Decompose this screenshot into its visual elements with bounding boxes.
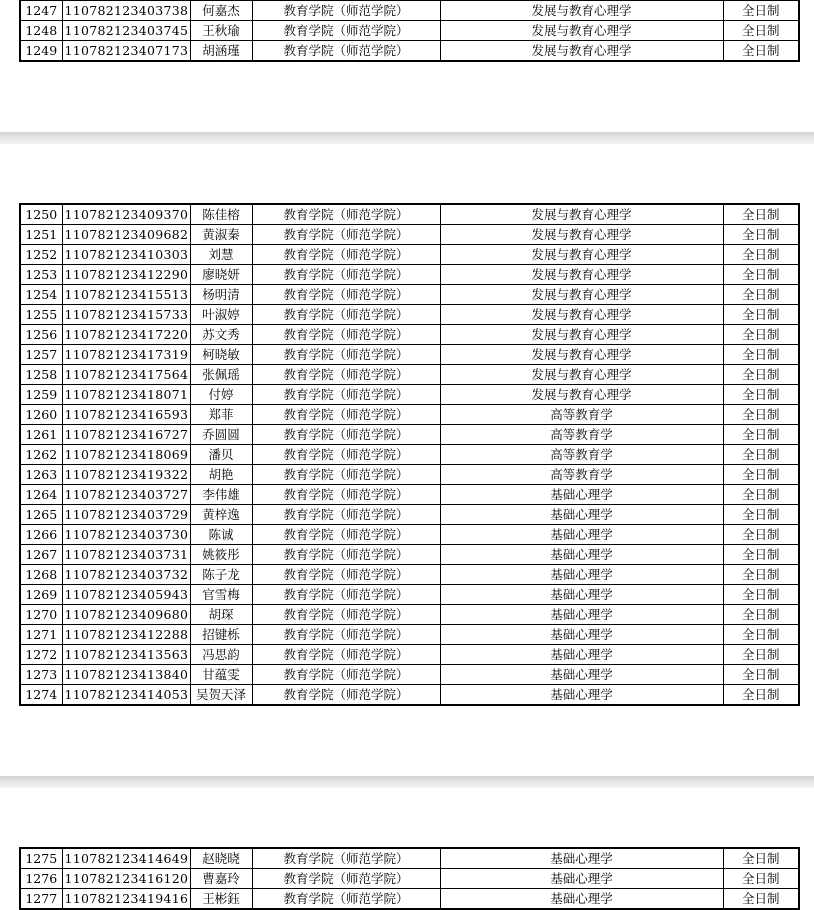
exam-id-cell: 110782123403729	[62, 505, 190, 525]
study-mode-cell: 全日制	[723, 889, 799, 910]
seq-no-cell: 1260	[20, 405, 62, 425]
seq-no-cell: 1264	[20, 485, 62, 505]
seq-no-cell: 1269	[20, 585, 62, 605]
college-cell: 教育学院（师范学院）	[252, 525, 440, 545]
study-mode-cell: 全日制	[723, 605, 799, 625]
study-mode-cell: 全日制	[723, 365, 799, 385]
table-row	[20, 585, 799, 605]
study-mode-cell: 全日制	[723, 245, 799, 265]
major-cell: 发展与教育心理学	[440, 225, 723, 245]
student-name-cell: 何嘉杰	[190, 0, 252, 21]
college-cell: 教育学院（师范学院）	[252, 21, 440, 41]
college-cell: 教育学院（师范学院）	[252, 265, 440, 285]
table-row	[20, 225, 799, 245]
student-name-cell: 刘慧	[190, 245, 252, 265]
roster-table-top	[19, 0, 800, 62]
major-cell: 基础心理学	[440, 585, 723, 605]
college-cell: 教育学院（师范学院）	[252, 325, 440, 345]
exam-id-cell: 110782123419322	[62, 465, 190, 485]
seq-no-cell: 1262	[20, 445, 62, 465]
student-name-cell: 冯思韵	[190, 645, 252, 665]
major-cell: 高等教育学	[440, 445, 723, 465]
study-mode-cell: 全日制	[723, 225, 799, 245]
seq-no-cell: 1273	[20, 665, 62, 685]
exam-id-cell: 110782123403730	[62, 525, 190, 545]
seq-no-cell: 1268	[20, 565, 62, 585]
study-mode-cell: 全日制	[723, 445, 799, 465]
major-cell: 发展与教育心理学	[440, 285, 723, 305]
student-name-cell: 苏文秀	[190, 325, 252, 345]
table-row	[20, 265, 799, 285]
college-cell: 教育学院（师范学院）	[252, 425, 440, 445]
college-cell: 教育学院（师范学院）	[252, 345, 440, 365]
seq-no-cell: 1252	[20, 245, 62, 265]
seq-no-cell: 1270	[20, 605, 62, 625]
student-name-cell: 陈子龙	[190, 565, 252, 585]
table-row	[20, 485, 799, 505]
study-mode-cell: 全日制	[723, 425, 799, 445]
major-cell: 发展与教育心理学	[440, 305, 723, 325]
major-cell: 基础心理学	[440, 889, 723, 910]
study-mode-cell: 全日制	[723, 525, 799, 545]
study-mode-cell: 全日制	[723, 385, 799, 405]
exam-id-cell: 110782123413840	[62, 665, 190, 685]
college-cell: 教育学院（师范学院）	[252, 485, 440, 505]
study-mode-cell: 全日制	[723, 665, 799, 685]
college-cell: 教育学院（师范学院）	[252, 625, 440, 645]
exam-id-cell: 110782123416727	[62, 425, 190, 445]
seq-no-cell: 1255	[20, 305, 62, 325]
student-name-cell: 张佩瑶	[190, 365, 252, 385]
page-break-separator	[0, 776, 814, 788]
major-cell: 基础心理学	[440, 505, 723, 525]
seq-no-cell: 1261	[20, 425, 62, 445]
major-cell: 基础心理学	[440, 685, 723, 706]
table-row	[20, 645, 799, 665]
major-cell: 发展与教育心理学	[440, 245, 723, 265]
major-cell: 发展与教育心理学	[440, 265, 723, 285]
exam-id-cell: 110782123412290	[62, 265, 190, 285]
seq-no-cell: 1249	[20, 41, 62, 62]
major-cell: 发展与教育心理学	[440, 204, 723, 225]
student-name-cell: 招键栎	[190, 625, 252, 645]
major-cell: 发展与教育心理学	[440, 0, 723, 21]
table-row	[20, 305, 799, 325]
exam-id-cell: 110782123403745	[62, 21, 190, 41]
college-cell: 教育学院（师范学院）	[252, 385, 440, 405]
student-name-cell: 胡琛	[190, 605, 252, 625]
exam-id-cell: 110782123416593	[62, 405, 190, 425]
exam-id-cell: 110782123418069	[62, 445, 190, 465]
study-mode-cell: 全日制	[723, 285, 799, 305]
major-cell: 发展与教育心理学	[440, 345, 723, 365]
seq-no-cell: 1259	[20, 385, 62, 405]
study-mode-cell: 全日制	[723, 0, 799, 21]
seq-no-cell: 1272	[20, 645, 62, 665]
roster-table-bottom	[19, 847, 800, 910]
table-row	[20, 665, 799, 685]
student-name-cell: 甘蕴雯	[190, 665, 252, 685]
exam-id-cell: 110782123409682	[62, 225, 190, 245]
seq-no-cell: 1248	[20, 21, 62, 41]
seq-no-cell: 1276	[20, 869, 62, 889]
exam-id-cell: 110782123407173	[62, 41, 190, 62]
table-row	[20, 848, 799, 869]
college-cell: 教育学院（师范学院）	[252, 225, 440, 245]
major-cell: 高等教育学	[440, 425, 723, 445]
table-row	[20, 345, 799, 365]
college-cell: 教育学院（师范学院）	[252, 285, 440, 305]
study-mode-cell: 全日制	[723, 265, 799, 285]
college-cell: 教育学院（师范学院）	[252, 204, 440, 225]
seq-no-cell: 1250	[20, 204, 62, 225]
exam-id-cell: 110782123415513	[62, 285, 190, 305]
study-mode-cell: 全日制	[723, 685, 799, 706]
table-row	[20, 204, 799, 225]
exam-id-cell: 110782123409370	[62, 204, 190, 225]
study-mode-cell: 全日制	[723, 465, 799, 485]
student-name-cell: 杨明清	[190, 285, 252, 305]
seq-no-cell: 1277	[20, 889, 62, 910]
exam-id-cell: 110782123413563	[62, 645, 190, 665]
study-mode-cell: 全日制	[723, 645, 799, 665]
student-name-cell: 官雪梅	[190, 585, 252, 605]
major-cell: 基础心理学	[440, 645, 723, 665]
study-mode-cell: 全日制	[723, 869, 799, 889]
college-cell: 教育学院（师范学院）	[252, 0, 440, 21]
seq-no-cell: 1274	[20, 685, 62, 706]
study-mode-cell: 全日制	[723, 585, 799, 605]
student-name-cell: 胡艳	[190, 465, 252, 485]
table-row	[20, 385, 799, 405]
page-break-separator	[0, 132, 814, 144]
seq-no-cell: 1275	[20, 848, 62, 869]
major-cell: 基础心理学	[440, 545, 723, 565]
college-cell: 教育学院（师范学院）	[252, 41, 440, 62]
table-row	[20, 605, 799, 625]
table-row	[20, 41, 799, 62]
table-row	[20, 525, 799, 545]
major-cell: 基础心理学	[440, 665, 723, 685]
table-row	[20, 405, 799, 425]
college-cell: 教育学院（师范学院）	[252, 545, 440, 565]
study-mode-cell: 全日制	[723, 41, 799, 62]
major-cell: 基础心理学	[440, 485, 723, 505]
table-row	[20, 445, 799, 465]
major-cell: 发展与教育心理学	[440, 365, 723, 385]
college-cell: 教育学院（师范学院）	[252, 505, 440, 525]
study-mode-cell: 全日制	[723, 545, 799, 565]
major-cell: 发展与教育心理学	[440, 41, 723, 62]
college-cell: 教育学院（师范学院）	[252, 685, 440, 706]
seq-no-cell: 1247	[20, 0, 62, 21]
college-cell: 教育学院（师范学院）	[252, 405, 440, 425]
major-cell: 基础心理学	[440, 525, 723, 545]
seq-no-cell: 1265	[20, 505, 62, 525]
exam-id-cell: 110782123417319	[62, 345, 190, 365]
student-name-cell: 柯晓敏	[190, 345, 252, 365]
seq-no-cell: 1263	[20, 465, 62, 485]
college-cell: 教育学院（师范学院）	[252, 848, 440, 869]
study-mode-cell: 全日制	[723, 505, 799, 525]
major-cell: 基础心理学	[440, 625, 723, 645]
seq-no-cell: 1254	[20, 285, 62, 305]
table-row	[20, 325, 799, 345]
student-name-cell: 曹嘉玲	[190, 869, 252, 889]
major-cell: 高等教育学	[440, 405, 723, 425]
student-name-cell: 陈佳榕	[190, 204, 252, 225]
exam-id-cell: 110782123416120	[62, 869, 190, 889]
seq-no-cell: 1267	[20, 545, 62, 565]
table-row	[20, 889, 799, 910]
table-row	[20, 425, 799, 445]
seq-no-cell: 1271	[20, 625, 62, 645]
major-cell: 基础心理学	[440, 565, 723, 585]
seq-no-cell: 1266	[20, 525, 62, 545]
exam-id-cell: 110782123417564	[62, 365, 190, 385]
table-row	[20, 685, 799, 706]
college-cell: 教育学院（师范学院）	[252, 465, 440, 485]
table-row	[20, 625, 799, 645]
major-cell: 发展与教育心理学	[440, 21, 723, 41]
table-row	[20, 285, 799, 305]
roster-table-middle	[19, 203, 800, 706]
seq-no-cell: 1251	[20, 225, 62, 245]
college-cell: 教育学院（师范学院）	[252, 645, 440, 665]
college-cell: 教育学院（师范学院）	[252, 605, 440, 625]
major-cell: 发展与教育心理学	[440, 385, 723, 405]
student-name-cell: 乔圆圆	[190, 425, 252, 445]
table-row	[20, 245, 799, 265]
table-row	[20, 21, 799, 41]
college-cell: 教育学院（师范学院）	[252, 365, 440, 385]
student-name-cell: 吴贺天泽	[190, 685, 252, 706]
exam-id-cell: 110782123419416	[62, 889, 190, 910]
exam-id-cell: 110782123414053	[62, 685, 190, 706]
student-name-cell: 黄淑秦	[190, 225, 252, 245]
exam-id-cell: 110782123403727	[62, 485, 190, 505]
major-cell: 高等教育学	[440, 465, 723, 485]
college-cell: 教育学院（师范学院）	[252, 665, 440, 685]
student-name-cell: 赵晓晓	[190, 848, 252, 869]
major-cell: 基础心理学	[440, 869, 723, 889]
student-name-cell: 姚筱彤	[190, 545, 252, 565]
student-name-cell: 叶淑婷	[190, 305, 252, 325]
exam-id-cell: 110782123414649	[62, 848, 190, 869]
student-name-cell: 潘贝	[190, 445, 252, 465]
student-name-cell: 黄梓逸	[190, 505, 252, 525]
study-mode-cell: 全日制	[723, 21, 799, 41]
exam-id-cell: 110782123412288	[62, 625, 190, 645]
college-cell: 教育学院（师范学院）	[252, 585, 440, 605]
study-mode-cell: 全日制	[723, 848, 799, 869]
table-row	[20, 0, 799, 21]
student-name-cell: 付婷	[190, 385, 252, 405]
study-mode-cell: 全日制	[723, 625, 799, 645]
table-row	[20, 869, 799, 889]
exam-id-cell: 110782123403731	[62, 545, 190, 565]
exam-id-cell: 110782123409680	[62, 605, 190, 625]
student-name-cell: 王秋瑜	[190, 21, 252, 41]
college-cell: 教育学院（师范学院）	[252, 869, 440, 889]
study-mode-cell: 全日制	[723, 405, 799, 425]
college-cell: 教育学院（师范学院）	[252, 565, 440, 585]
table-row	[20, 365, 799, 385]
exam-id-cell: 110782123417220	[62, 325, 190, 345]
major-cell: 发展与教育心理学	[440, 325, 723, 345]
exam-id-cell: 110782123403732	[62, 565, 190, 585]
seq-no-cell: 1257	[20, 345, 62, 365]
study-mode-cell: 全日制	[723, 204, 799, 225]
study-mode-cell: 全日制	[723, 305, 799, 325]
exam-id-cell: 110782123418071	[62, 385, 190, 405]
table-row	[20, 505, 799, 525]
exam-id-cell: 110782123405943	[62, 585, 190, 605]
student-name-cell: 胡涵瑾	[190, 41, 252, 62]
study-mode-cell: 全日制	[723, 345, 799, 365]
study-mode-cell: 全日制	[723, 325, 799, 345]
college-cell: 教育学院（师范学院）	[252, 305, 440, 325]
seq-no-cell: 1253	[20, 265, 62, 285]
exam-id-cell: 110782123410303	[62, 245, 190, 265]
major-cell: 基础心理学	[440, 605, 723, 625]
college-cell: 教育学院（师范学院）	[252, 889, 440, 910]
college-cell: 教育学院（师范学院）	[252, 445, 440, 465]
table-row	[20, 565, 799, 585]
study-mode-cell: 全日制	[723, 565, 799, 585]
seq-no-cell: 1258	[20, 365, 62, 385]
major-cell: 基础心理学	[440, 848, 723, 869]
student-name-cell: 陈诚	[190, 525, 252, 545]
college-cell: 教育学院（师范学院）	[252, 245, 440, 265]
exam-id-cell: 110782123403738	[62, 0, 190, 21]
seq-no-cell: 1256	[20, 325, 62, 345]
student-name-cell: 王彬鈺	[190, 889, 252, 910]
student-name-cell: 廖晓妍	[190, 265, 252, 285]
exam-id-cell: 110782123415733	[62, 305, 190, 325]
table-row	[20, 465, 799, 485]
student-name-cell: 郑菲	[190, 405, 252, 425]
table-row	[20, 545, 799, 565]
study-mode-cell: 全日制	[723, 485, 799, 505]
student-name-cell: 李伟雄	[190, 485, 252, 505]
